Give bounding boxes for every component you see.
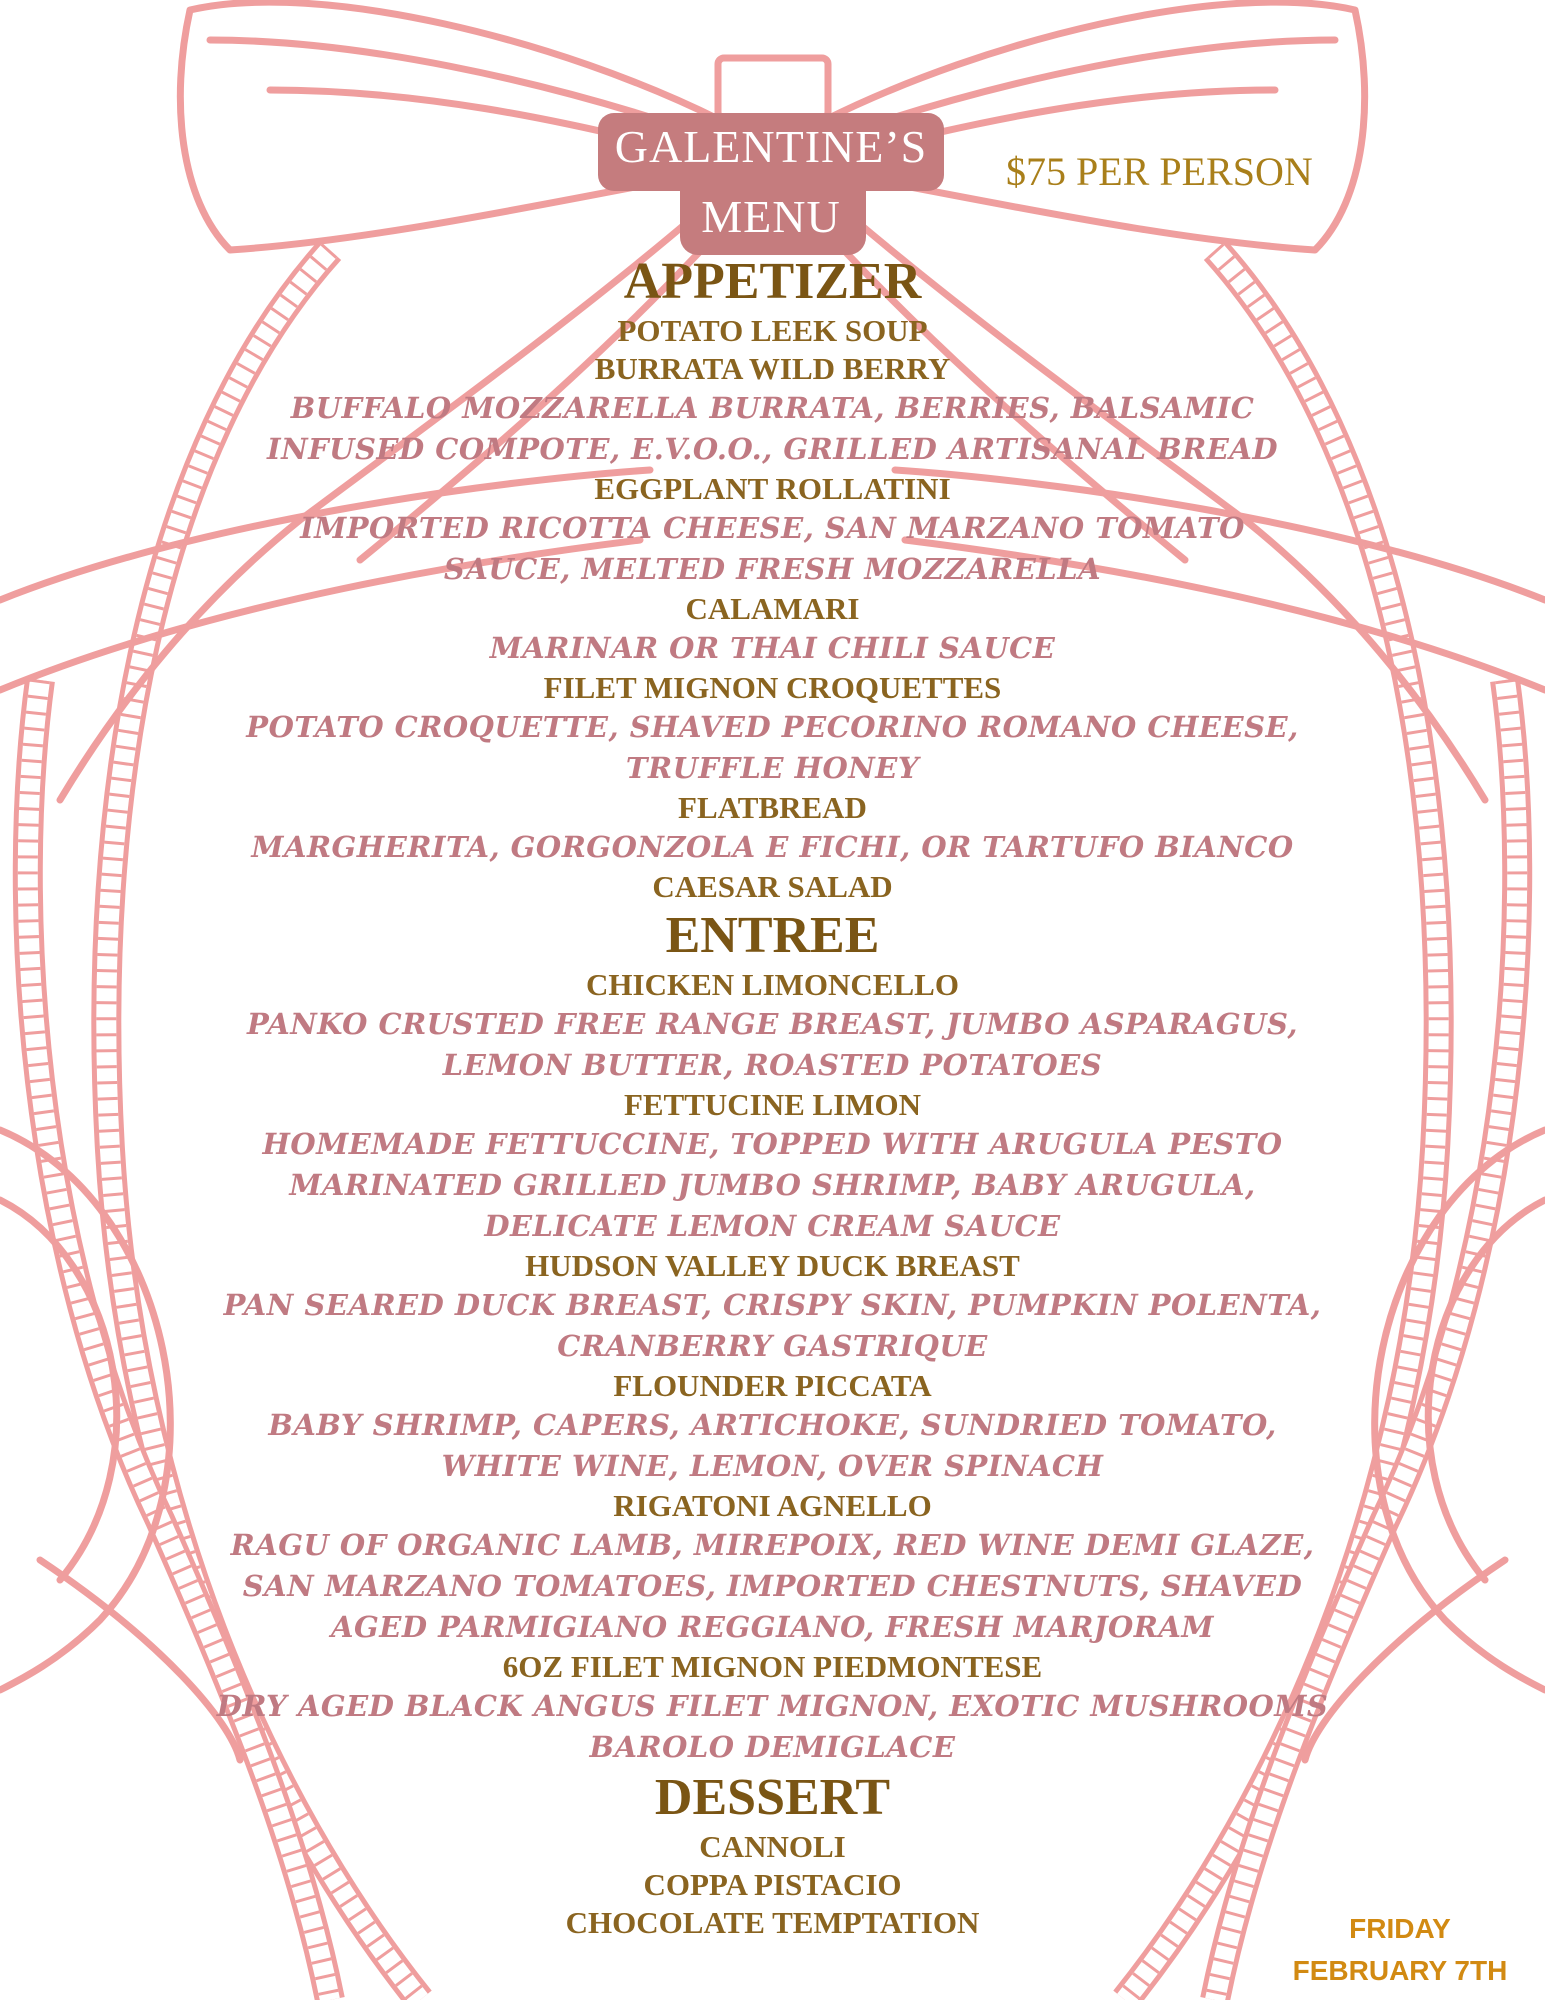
dish-description: MARINAR OR THAI CHILI SAUCE xyxy=(489,631,1056,665)
dish-name: FLOUNDER PICCATA xyxy=(613,1368,932,1403)
dish-description: PANKO CRUSTED FREE RANGE BREAST, JUMBO ASPARAGUS, xyxy=(247,1007,1298,1041)
dish-description: BABY SHRIMP, CAPERS, ARTICHOKE, SUNDRIED TOMATO, xyxy=(268,1408,1277,1442)
dish-name: CHICKEN LIMONCELLO xyxy=(586,967,959,1002)
menu-title-line2: MENU xyxy=(701,191,841,242)
dish-description: MARGHERITA, GORGONZOLA E FICHI, OR TARTUFO BIANCO xyxy=(251,830,1294,864)
dish-description: HOMEMADE FETTUCCINE, TOPPED WITH ARUGULA PESTO xyxy=(262,1127,1283,1161)
event-date xyxy=(1270,1908,1530,1992)
dish-name: CALAMARI xyxy=(685,591,860,626)
event-day: FRIDAY xyxy=(1349,1913,1451,1944)
dish-description: SAUCE, MELTED FRESH MOZZARELLA xyxy=(443,552,1102,586)
dish-description: BAROLO DEMIGLACE xyxy=(589,1730,956,1764)
dish-description: RAGU OF ORGANIC LAMB, MIREPOIX, RED WINE DEMI GLAZE, xyxy=(230,1528,1315,1562)
dish-description: PAN SEARED DUCK BREAST, CRISPY SKIN, PUMPKIN POLENTA, xyxy=(223,1288,1322,1322)
dish-name: COPPA PISTACIO xyxy=(643,1867,902,1902)
price-per-person: $75 PER PERSON xyxy=(1006,149,1313,194)
dish-description: DRY AGED BLACK ANGUS FILET MIGNON, EXOTIC MUSHROOMS xyxy=(216,1689,1329,1723)
dish-description: BUFFALO MOZZARELLA BURRATA, BERRIES, BALSAMIC xyxy=(290,391,1255,425)
dish-name: FILET MIGNON CROQUETTES xyxy=(543,670,1002,705)
dish-name: CANNOLI xyxy=(699,1829,846,1864)
dish-description: AGED PARMIGIANO REGGIANO, FRESH MARJORAM xyxy=(331,1610,1214,1644)
dish-description: TRUFFLE HONEY xyxy=(625,751,920,785)
dish-description: DELICATE LEMON CREAM SAUCE xyxy=(484,1209,1061,1243)
dish-description: POTATO CROQUETTE, SHAVED PECORINO ROMANO CHEESE, xyxy=(246,710,1299,744)
dish-name: FETTUCINE LIMON xyxy=(623,1087,922,1122)
dish-name: HUDSON VALLEY DUCK BREAST xyxy=(525,1248,1020,1283)
dish-description: INFUSED COMPOTE, E.V.O.O., GRILLED ARTISANAL BREAD xyxy=(267,432,1278,466)
dish-description: CRANBERRY GASTRIQUE xyxy=(557,1329,988,1363)
dish-description: MARINATED GRILLED JUMBO SHRIMP, BABY ARUGULA, xyxy=(289,1168,1256,1202)
event-date-text: FEBRUARY 7TH xyxy=(1292,1955,1508,1986)
appetizer-heading: APPETIZER xyxy=(623,253,922,310)
dish-name: 6OZ FILET MIGNON PIEDMONTESE xyxy=(502,1649,1043,1684)
dish-description: IMPORTED RICOTTA CHEESE, SAN MARZANO TOMATO xyxy=(300,511,1245,545)
dish-name: POTATO LEEK SOUP xyxy=(617,313,928,348)
dish-description: WHITE WINE, LEMON, OVER SPINACH xyxy=(441,1449,1104,1483)
dish-description: SAN MARZANO TOMATOES, IMPORTED CHESTNUTS, SHAVED xyxy=(242,1569,1303,1603)
dish-name: BURRATA WILD BERRY xyxy=(594,351,951,386)
dish-name: EGGPLANT ROLLATINI xyxy=(594,471,951,506)
dish-name: FLATBREAD xyxy=(678,790,867,825)
entree-heading: ENTREE xyxy=(665,907,880,964)
dish-name: RIGATONI AGNELLO xyxy=(613,1488,932,1523)
dessert-heading: DESSERT xyxy=(654,1769,891,1826)
menu-body xyxy=(200,252,1345,1942)
dish-name: CAESAR SALAD xyxy=(652,869,893,904)
dish-description: LEMON BUTTER, ROASTED POTATOES xyxy=(442,1048,1103,1082)
dish-name: CHOCOLATE TEMPTATION xyxy=(565,1905,980,1940)
menu-title-line1: GALENTINE’S xyxy=(614,121,928,172)
